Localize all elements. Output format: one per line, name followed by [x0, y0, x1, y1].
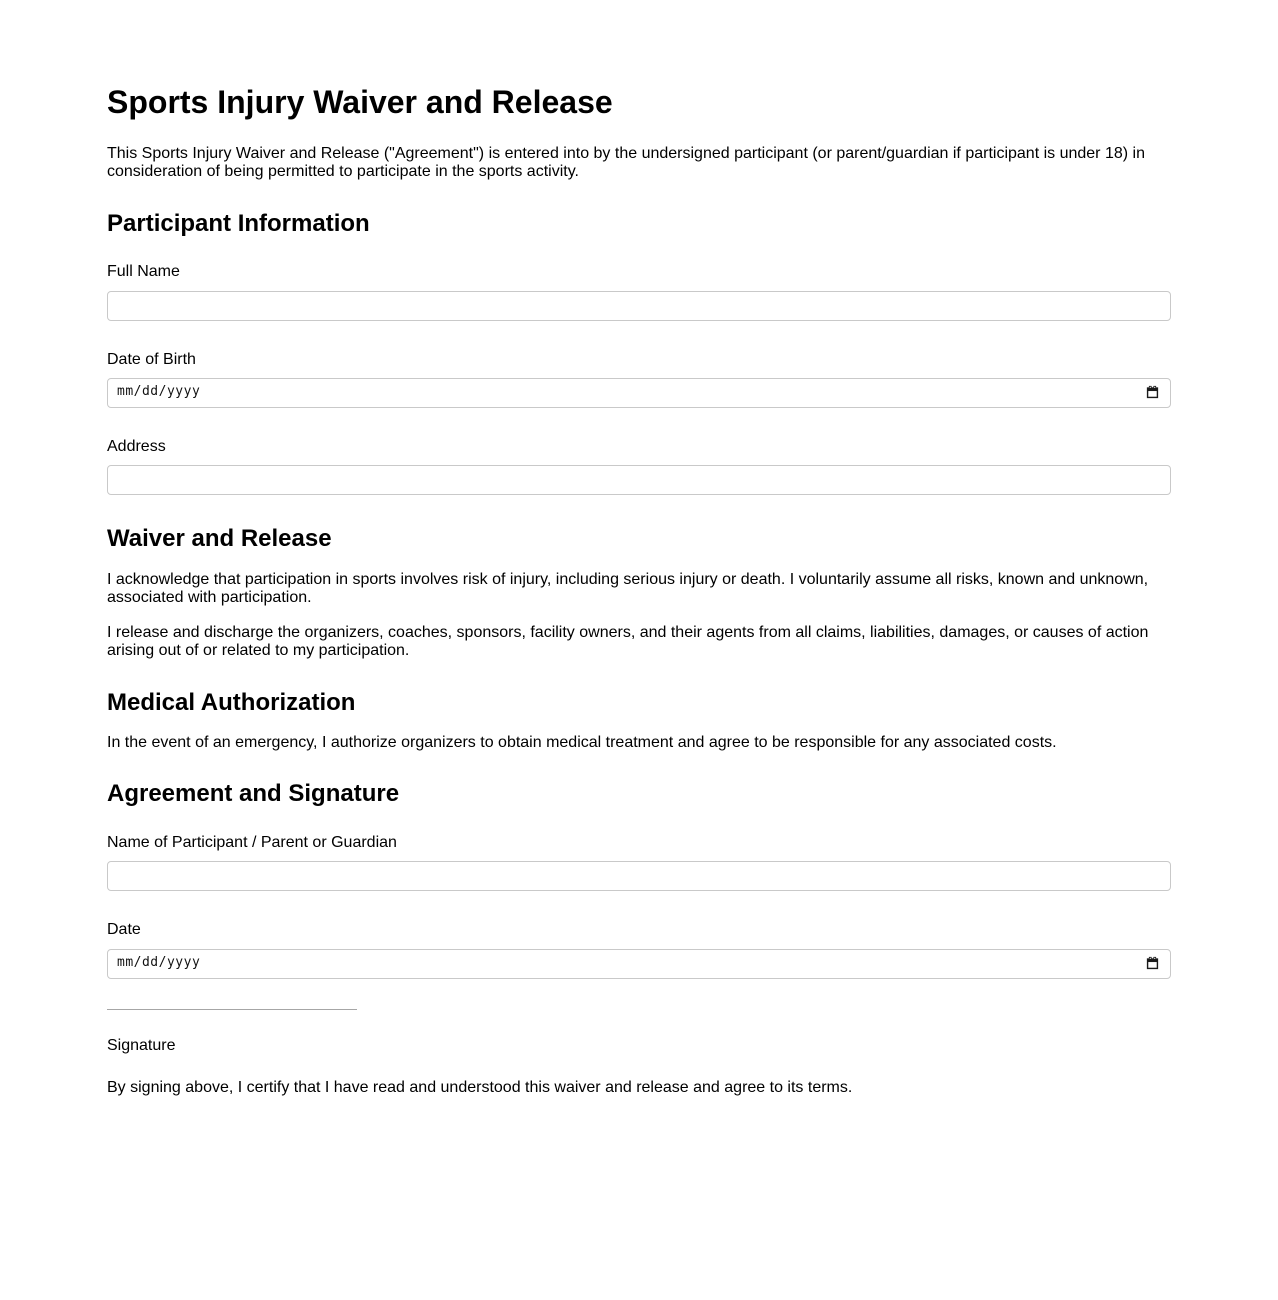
calendar-icon[interactable]: [1143, 955, 1161, 973]
waiver-paragraph-1: I acknowledge that participation in sports involves risk of injury, including serious injury or death. I voluntarily assume all risks, known and unknown, associated with participation.: [107, 570, 1149, 607]
intro-text: This Sports Injury Waiver and Release ("Agreement") is entered into by the undersigned participant (or parent/guardian if participant is under 18) in consideration of being permitted to participate in the sports activity.: [107, 144, 1145, 181]
medical-paragraph: In the event of an emergency, I authorize organizers to obtain medical treatment and agree to be responsible for any associated costs.: [107, 734, 1057, 752]
date-input[interactable]: [107, 949, 1171, 979]
field-group-date: [107, 921, 1171, 978]
address-input[interactable]: [107, 465, 1171, 495]
date-placeholder: mm/dd/yyyy: [117, 955, 201, 971]
address-label: Address: [107, 437, 166, 455]
signature-line[interactable]: [107, 1009, 357, 1010]
page-title: Sports Injury Waiver and Release: [107, 84, 613, 120]
full-name-input[interactable]: [107, 291, 1171, 321]
date-of-birth-label: Date of Birth: [107, 350, 196, 368]
section-heading-participant-information: Participant Information: [107, 209, 370, 237]
signer-name-label: Name of Participant / Parent or Guardian: [107, 834, 397, 852]
date-label: Date: [107, 921, 141, 939]
signature-label: Signature: [107, 1036, 176, 1054]
date-of-birth-input[interactable]: [107, 378, 1171, 408]
waiver-paragraph-2: I release and discharge the organizers, coaches, sponsors, facility owners, and their agents from all claims, liabilities, damages, or causes of action arising out of or related to my participation.: [107, 623, 1149, 660]
full-name-label: Full Name: [107, 263, 180, 281]
waiver-form-page: [107, 0, 1171, 1300]
field-group-date-of-birth: [107, 351, 1171, 408]
signer-name-input[interactable]: [107, 861, 1171, 891]
date-of-birth-placeholder: mm/dd/yyyy: [117, 384, 201, 400]
certify-text: By signing above, I certify that I have read and understood this waiver and release and agree to its terms.: [107, 1079, 853, 1097]
field-group-address: [107, 438, 1171, 495]
field-group-signer-name: [107, 834, 1171, 891]
signature-block: [107, 1009, 1171, 1098]
field-group-full-name: [107, 263, 1171, 320]
section-heading-agreement-and-signature: Agreement and Signature: [107, 780, 400, 808]
section-heading-waiver-and-release: Waiver and Release: [107, 525, 332, 553]
section-heading-medical-authorization: Medical Authorization: [107, 688, 356, 716]
calendar-icon[interactable]: [1143, 384, 1161, 402]
